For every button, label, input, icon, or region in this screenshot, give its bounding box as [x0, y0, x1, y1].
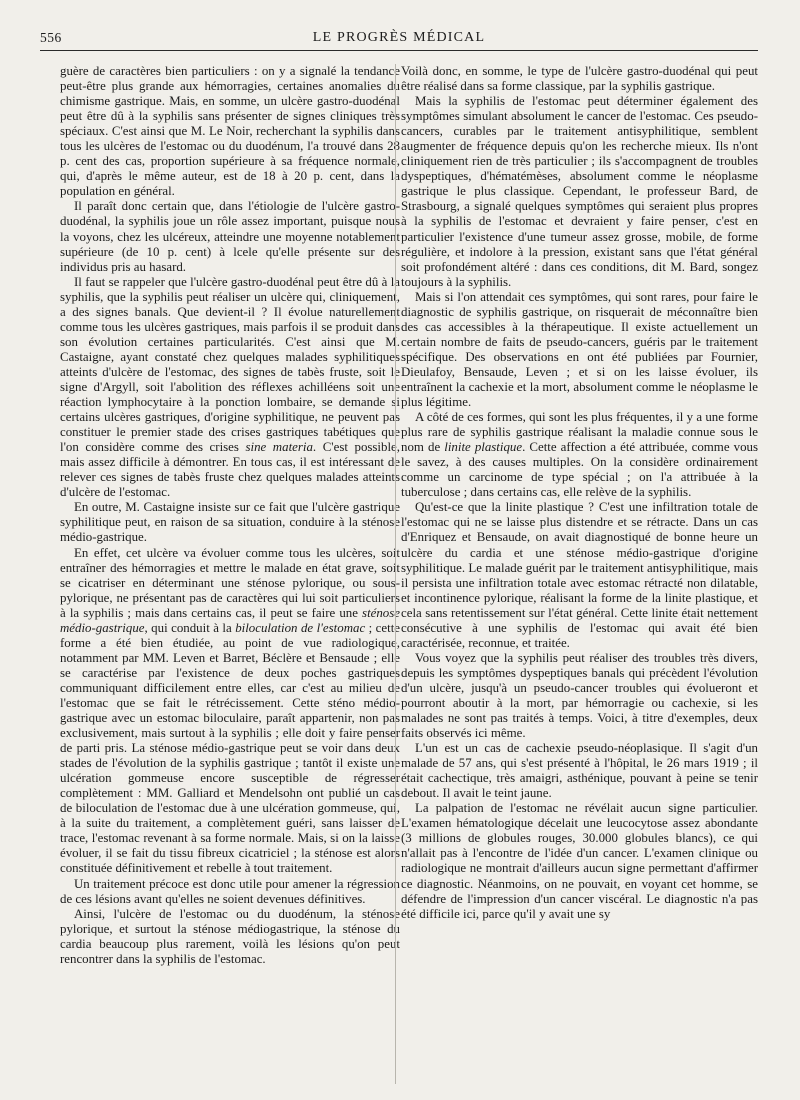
paragraph: La palpation de l'estomac ne révélait aucun signe particulier. L'examen hématologique décelait une leucocytose assez abondante (3 millions de globules rouges, 30.000 globules blancs), ce qui n'allait pas à l'encontre de l'idée d'un cancer. L'examen clinique ou radiologique ne montrait d'ailleurs aucun signe permettant d'affirmer ce diagnostic. Néanmoins, on ne pouvait, en voyant cet homme, se défendre de l'impression d'un cancer viscéral. Le diagnostic n'a pas été difficile ici, parce qu'il y avait une sy	[401, 801, 758, 921]
running-title: LE PROGRÈS MÉDICAL	[312, 30, 486, 45]
paragraph	[60, 275, 400, 501]
paragraph: Mais la syphilis de l'estomac peut déterminer également des symptômes simulant absolument le cancer de l'estomac. Ces pseudo-cancers, curables par le traitement antisyphilitique, semblent augmenter de fréquence depuis qu'on les recherche mieux. Ils n'ont cliniquement rien de très particulier ; ils s'accompagnent de troubles dyspeptiques, d'hématémèses, absolument comme le néoplasme gastrique le plus classique. Cependant, le professeur Bard, de Strasbourg, a signalé quelques symptômes qui seraient plus propres à la syphilis de l'estomac et devraient y faire penser, c'est en particulier l'existence d'une tumeur assez grosse, mobile, de forme régulière, et indolore à la pression, existant sans que l'état général soit profondément altéré : dans ces conditions, dit M. Bard, songez toujours à la syphilis.	[401, 94, 758, 289]
paragraph: Vous voyez que la syphilis peut réaliser des troubles très divers, depuis les symptômes dyspeptiques banals qui précèdent l'évolution d'un ulcère, jusqu'à un pseudo-cancer troubles qui évolueront et pourront aboutir à la mort, par hémorragie ou cachexie, si les malades ne sont pas traités à temps. Voici, à titre d'exemples, deux faits observés ici même.	[401, 650, 758, 741]
paragraph: En outre, M. Castaigne insiste sur ce fait que l'ulcère gastrique syphilitique peut, en raison de sa situation, conduire à la sténose médio-gastrique.	[60, 500, 400, 545]
paragraph: Voilà donc, en somme, le type de l'ulcère gastro-duodénal qui peut être réalisé dans sa forme classique, par la syphilis gastrique.	[401, 64, 758, 94]
page-header	[40, 30, 758, 52]
page-number: 556	[40, 30, 62, 45]
italic-term: linite plastique	[444, 440, 523, 455]
text-run: , qui conduit à la	[144, 620, 232, 635]
italic-term: sténose médio-gastrique	[60, 605, 400, 635]
paragraph: Ainsi, l'ulcère de l'estomac ou du duodénum, la sténose pylorique, et surtout la sténose médiogastrique, la sténose du cardia beaucoup plus rarement, voilà les lésions qu'on peut rencontrer dans la syphilis de l'estomac.	[60, 906, 400, 966]
column-separator	[395, 64, 396, 1084]
paragraph	[401, 410, 758, 500]
italic-term: biloculation de l'estomac	[235, 620, 366, 635]
text-run: . C'est possible, mais assez difficile à démontrer. En tous cas, il est intéressant de relever ces signes de tabès fruste chez quelques malades atteints d'ulcère de l'estomac.	[60, 440, 400, 500]
paragraph: Un traitement précoce est donc utile pour amener la régression de ces lésions avant qu'elles ne soient devenues définitives.	[60, 876, 400, 906]
paragraph: guère de caractères bien particuliers : on y a signalé la tendance peut-être plus grande aux hémorragies, certaines anomalies du chimisme gastrique. Mais, en somme, un ulcère gastro-duodénal peut être dû à la syphilis sans présenter de signes cliniques très spéciaux. C'est ainsi que M. Le Noir, recherchant la syphilis dans tous les ulcères de l'estomac ou du duodénum, l'a trouvé dans 28 p. cent des cas, proportion supérieure à sa fréquence normale, qui, d'après le même auteur, est de 18 à 20 p. cent, dans la population en général.	[60, 64, 400, 199]
paragraph: L'un est un cas de cachexie pseudo-néoplasique. Il s'agit d'un malade de 57 ans, qui s'est présenté à l'hôpital, le 26 mars 1919 ; il était cachectique, très amaigri, asthénique, pouvant à peine se tenir debout. Il avait le teint jaune.	[401, 741, 758, 801]
paragraph	[60, 546, 400, 877]
text-run: A côté de ces formes, qui sont les plus fréquentes, il y a une forme plus rare de syphilis gastrique réalisant la maladie connue sous le nom de	[401, 410, 758, 455]
left-column	[60, 64, 400, 1084]
paragraph: Mais si l'on attendait ces symptômes, qui sont rares, pour faire le diagnostic de syphilis gastrique, on risquerait de méconnaître bien des cas accessibles à la thérapeutique. Il existe actuellement un certain nombre de faits de pseudo-cancers, guéris par le traitement spécifique. Des observations en ont été publiées par Fournier, Dieulafoy, Bensaude, Leven ; et si on les laisse évoluer, ils entraînent la cachexie et la mort, absolument comme le néoplasme le plus légitime.	[401, 289, 758, 410]
italic-term: sine materia	[245, 440, 313, 455]
right-column	[401, 64, 758, 1084]
paragraph: Il paraît donc certain que, dans l'étiologie de l'ulcère gastro-duodénal, la syphilis joue un rôle assez important, puisque nous la voyons, chez les ulcéreux, atteindre une moyenne notablement supérieure (de 10 p. cent) à lcele qu'elle présente sur des individus pris au hasard.	[60, 199, 400, 274]
text-run: En effet, cet ulcère va évoluer comme tous les ulcères, soit entraîner des hémorragies et mettre le malade en état grave, soit se cicatriser en déterminant une sténose pylorique, ou sous-pylorique, ne présentant pas de caractères qui lui soit particuliers à la syphilis ; mais dans certains cas, il peut se faire une	[60, 545, 400, 620]
header-rule	[40, 50, 758, 51]
paragraph: Qu'est-ce que la linite plastique ? C'est une infiltration totale de l'estomac qui ne se laisse plus distendre et se rétracte. Dans un cas d'Enriquez et Bensaude, on avait diagnostiqué de bonne heure un ulcère du cardia et une sténose médio-gastrique d'origine syphilitique. Le malade guérit par le traitement antisyphilitique, mais il persista une infiltration totale avec estomac rétracté non dilatable, et incontinence pylorique, réalisant la forme de la linite plastique, et cela sans retentissement sur l'état général. Cette linite était nettement consécutive à une syphilis de l'estomac qui avait été bien caractérisée, reconnue, et traitée.	[401, 500, 758, 650]
text-run: Il faut se rappeler que l'ulcère gastro-duodénal peut être dû à la syphilis, que la syphilis peut réaliser un ulcère qui, cliniquement, a des signes banals. Que devient-il ? Il évolue naturellement comme tous les ulcères gastriques, mais parfois il se produit dans son évolution certaines particularités. C'est ainsi que M. Castaigne, ayant constaté chez quelques malades syphilitiques atteints d'ulcère de l'estomac, des signes de tabès fruste, soit le signe d'Argyll, soit l'abolition des réflexes achilléens soit une réaction lymphocytaire à la ponction lombaire, se demande si certains ulcères gastriques, d'origine syphilitique, ne peuvent pas constituer le premier stade des crises gastriques tabétiques que l'on considère comme des crises	[60, 274, 400, 455]
text-run: ; cette forme a été bien étudiée, au point de vue radiologique, notamment par MM. Leven et Barret, Béclère et Bensaude ; elle se caractérise par l'existence de deux poches gastriques communiquant difficilement entre elles, car c'est au milieu de l'estomac que se fait le rétrécissement. Cette sténo médio-gastrique avec un estomac biloculaire, paraît appartenir, non pas exclusivement, mais surtout à la syphilis ; elle doit y faire penser de parti pris. La sténose médio-gastrique peut se voir dans deux stades de l'évolution de la syphilis gastrique ; tantôt il existe une ulcération gommeuse encore susceptible de régresser complètement : MM. Galliard et Mendelsohn ont publié un cas de biloculation de l'estomac due à une ulcération gommeuse, qui, à la suite du traitement, a complètement guéri, sans laisser de trace, l'estomac revenant à sa forme normale. Mais, si on la laisse évoluer, il se fait du tissu fibreux cicatriciel ; la sténose est alors constituée définitivement et rebelle à tout traitement.	[60, 620, 400, 876]
text-run: . Cette affection a été attribuée, comme vous le savez, à des causes multiples. On la considère ordinairement comme un carcinome de type spécial ; on l'a attribuée à la tuberculose ; dans certains cas, elle relève de la syphilis.	[401, 440, 758, 500]
